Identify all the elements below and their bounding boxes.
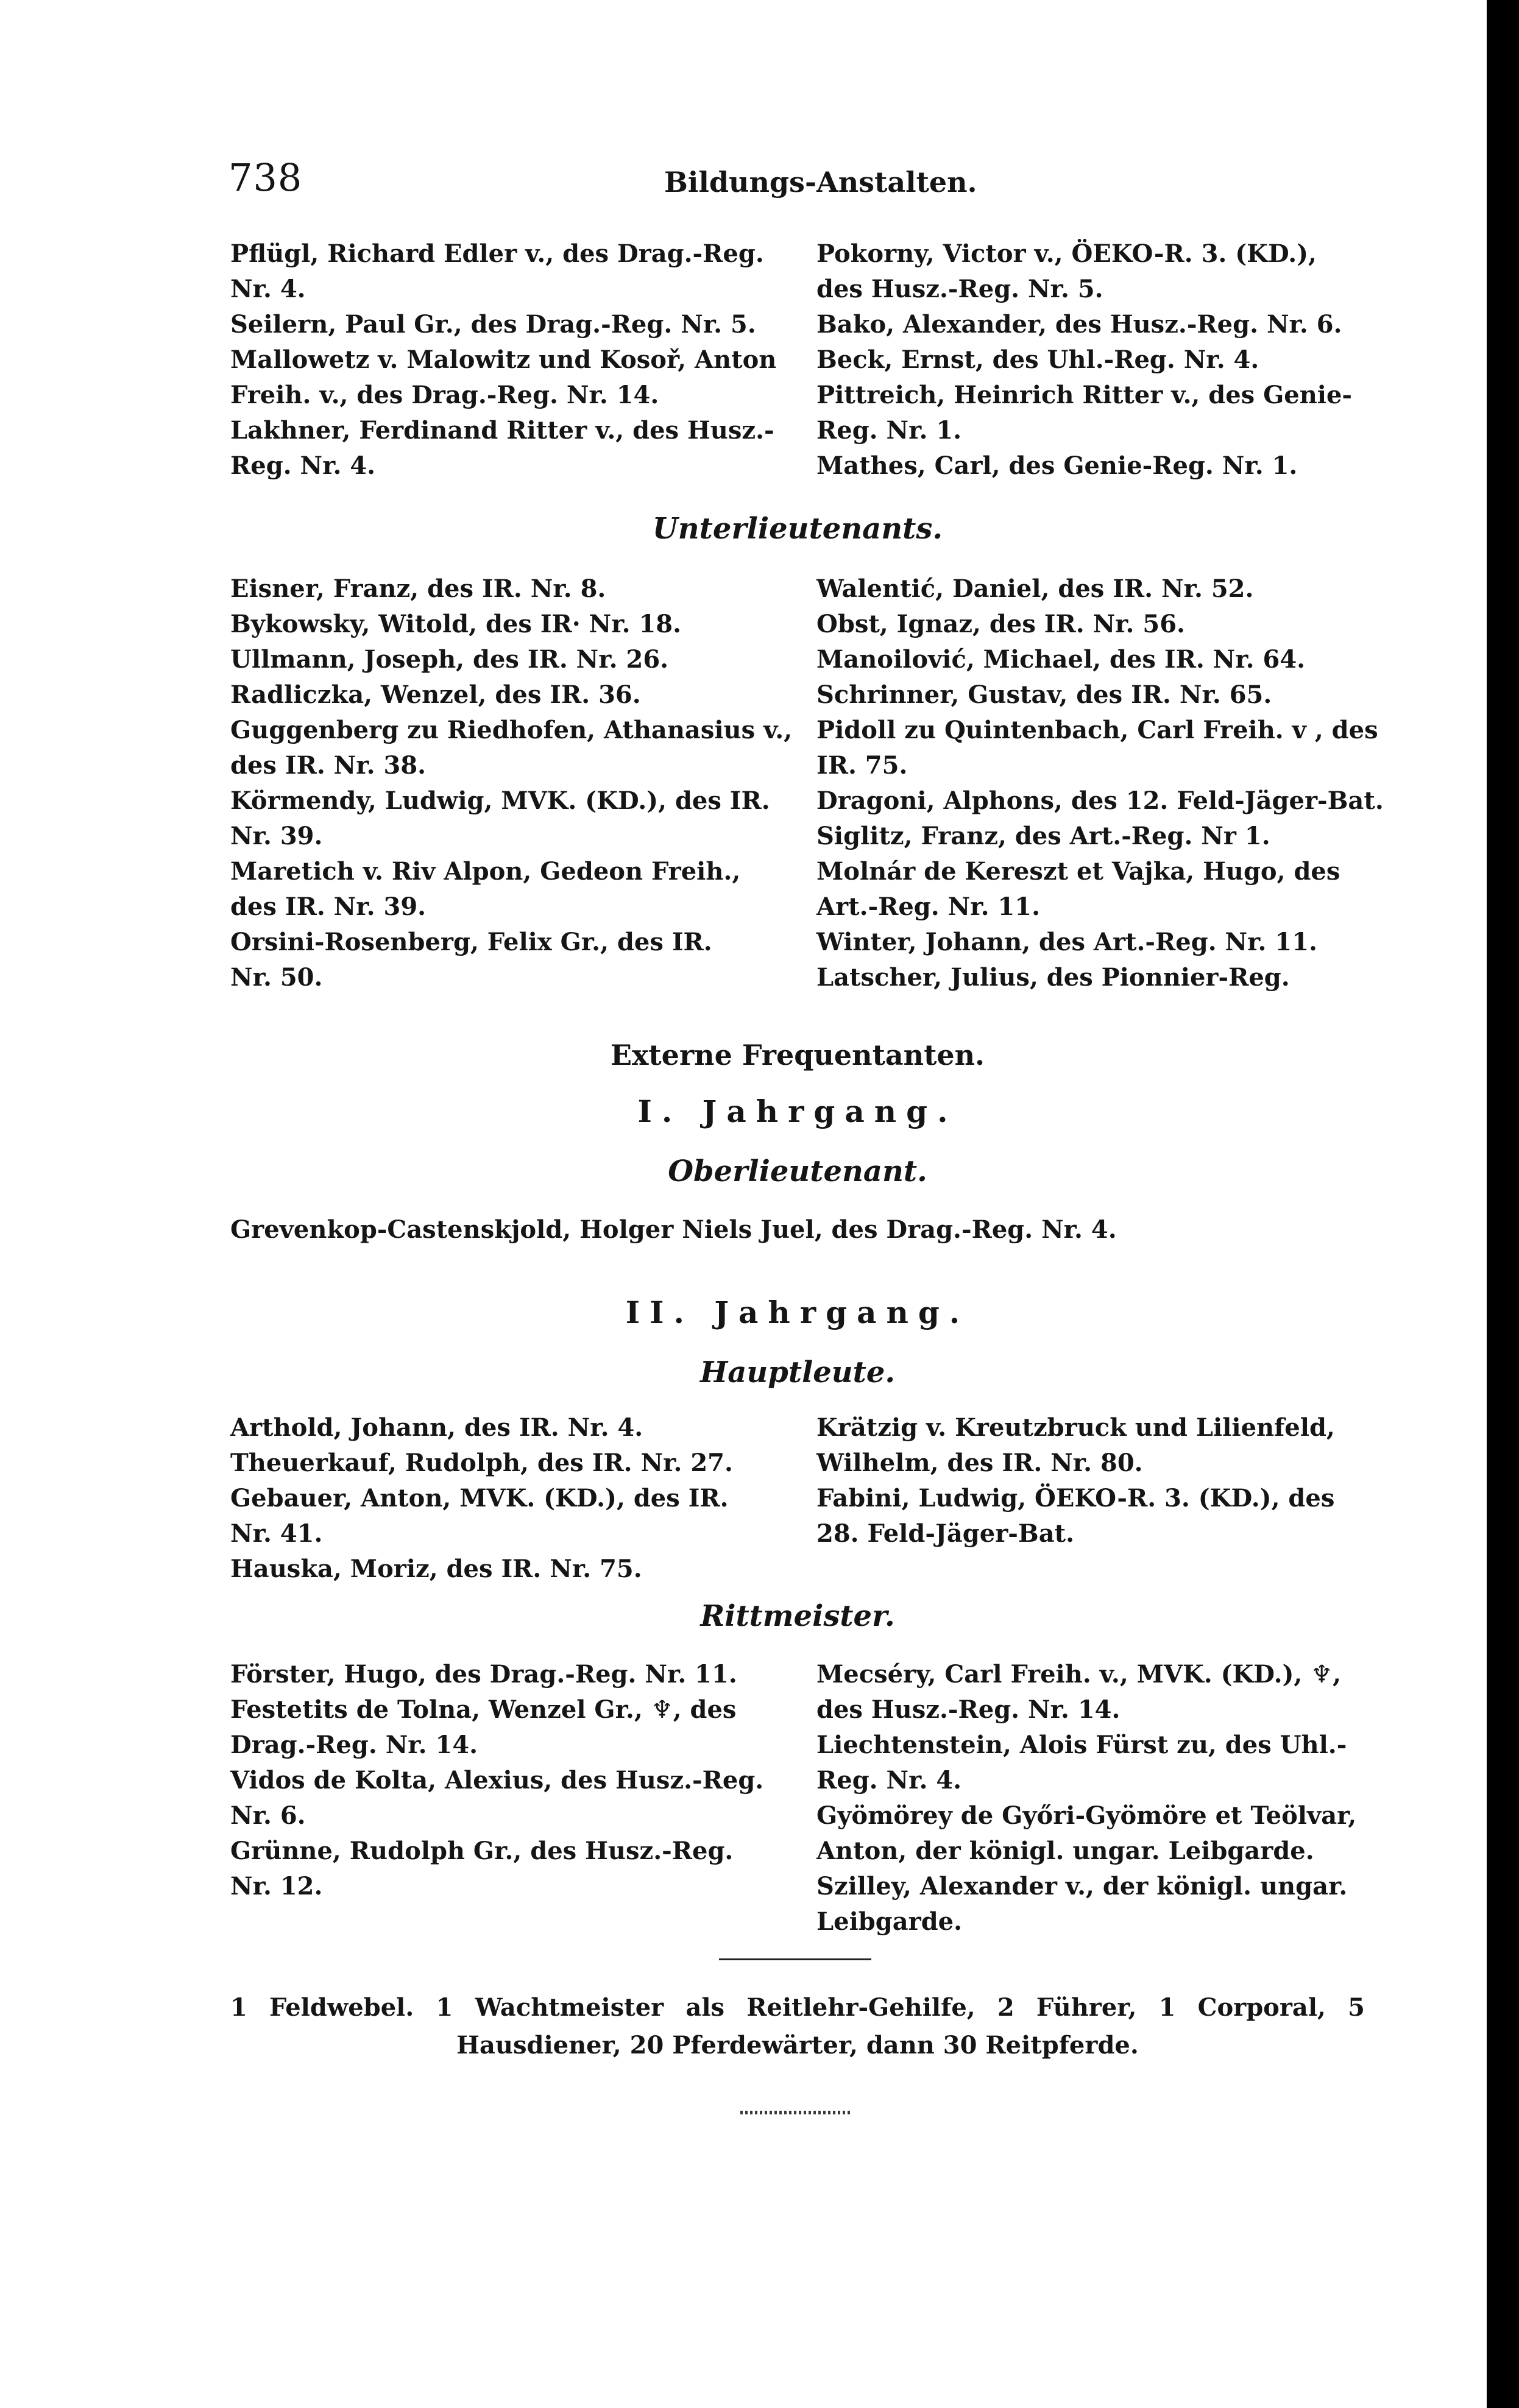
roster-entry-line: Hauska, Moriz, des IR. Nr. 75. xyxy=(230,1555,642,1583)
roster-entry xyxy=(816,448,1392,484)
roster-entry xyxy=(816,1481,1392,1552)
roster-entry-line: Freih. v., des Drag.-Reg. Nr. 14. xyxy=(230,381,659,409)
roster-entry-line: Obst, Ignaz, des IR. Nr. 56. xyxy=(816,610,1185,638)
roster-entry-line: Körmendy, Ludwig, MVK. (KD.), des IR. xyxy=(230,786,770,815)
unterlieutenants-left-column xyxy=(230,571,806,995)
roster-entry-line: Beck, Ernst, des Uhl.-Reg. Nr. 4. xyxy=(816,345,1259,374)
roster-entry-line: Maretich v. Riv Alpon, Gedeon Freih., xyxy=(230,857,741,886)
hauptleute-left-column xyxy=(230,1410,806,1587)
roster-entry-line: Pidoll zu Quintenbach, Carl Freih. v , des xyxy=(816,716,1378,744)
section-rule xyxy=(719,1958,871,1960)
rittmeister-right-column xyxy=(816,1657,1392,1940)
roster-entry xyxy=(230,1657,806,1692)
roster-entry-line: des IR. Nr. 38. xyxy=(230,751,427,780)
top-right-column xyxy=(816,236,1392,484)
footer-note: 1 Feldwebel. 1 Wachtmeister als Reitlehr-Gehilfe, 2 Führer, 1 Corporal, 5 Hausdiener, 20 Pferdewärter, dann 30 Reitpferde. xyxy=(230,1993,1365,2060)
roster-entry-line: Walentić, Daniel, des IR. Nr. 52. xyxy=(816,574,1254,603)
roster-entry-line: Mecséry, Carl Freih. v., MVK. (KD.), ♆, xyxy=(816,1660,1342,1689)
roster-entry xyxy=(230,307,806,342)
roster-entry-line: Leibgarde. xyxy=(816,1907,963,1936)
roster-entry-line: Festetits de Tolna, Wenzel Gr., ♆, des xyxy=(230,1695,737,1724)
roster-entry-line: Molnár de Kereszt et Vajka, Hugo, des xyxy=(816,857,1340,886)
roster-entry xyxy=(230,236,806,307)
roster-entry xyxy=(816,642,1392,677)
roster-entry-line: Fabini, Ludwig, ÖEKO-R. 3. (KD.), des xyxy=(816,1484,1335,1513)
roster-entry xyxy=(816,607,1392,642)
roster-entry-line: Arthold, Johann, des IR. Nr. 4. xyxy=(230,1413,643,1442)
roster-entry xyxy=(816,236,1392,307)
roster-entry-line: Reg. Nr. 4. xyxy=(230,451,376,480)
roster-entry xyxy=(816,960,1392,995)
roster-entry-line: Drag.-Reg. Nr. 14. xyxy=(230,1731,478,1759)
roster-entry-line: Seilern, Paul Gr., des Drag.-Reg. Nr. 5. xyxy=(230,310,756,339)
roster-entry xyxy=(816,378,1392,448)
roster-entry-line: Pflügl, Richard Edler v., des Drag.-Reg. xyxy=(230,239,764,268)
roster-entry xyxy=(816,677,1392,713)
roster-entry xyxy=(230,713,806,783)
roster-entry xyxy=(230,1481,806,1552)
roster-entry-line: Orsini-Rosenberg, Felix Gr., des IR. xyxy=(230,928,712,956)
roster-entry-line: Reg. Nr. 4. xyxy=(816,1766,962,1795)
roster-entry xyxy=(816,1410,1392,1481)
roster-entry xyxy=(816,1657,1392,1728)
roster-entry xyxy=(230,342,806,413)
roster-entry-line: Pokorny, Victor v., ÖEKO-R. 3. (KD.), xyxy=(816,239,1317,268)
roster-entry xyxy=(816,925,1392,960)
roster-entry-line: Nr. 39. xyxy=(230,822,323,850)
roster-entry xyxy=(816,854,1392,925)
roster-entry xyxy=(230,571,806,607)
roster-entry-line: Nr. 50. xyxy=(230,963,323,992)
roster-entry xyxy=(230,642,806,677)
roster-entry-line: Guggenberg zu Riedhofen, Athanasius v., xyxy=(230,716,793,744)
page-number: 738 xyxy=(228,155,303,200)
roster-entry xyxy=(230,1692,806,1763)
hauptleute-right-column xyxy=(816,1410,1392,1552)
roster-entry xyxy=(230,854,806,925)
top-left-column xyxy=(230,236,806,484)
roster-entry-line: 28. Feld-Jäger-Bat. xyxy=(816,1519,1075,1548)
roster-entry-line: Bykowsky, Witold, des IR· Nr. 18. xyxy=(230,610,682,638)
oberlieutenant-entry: Grevenkop-Castenskjold, Holger Niels Juel, des Drag.-Reg. Nr. 4. xyxy=(230,1215,1117,1244)
roster-entry xyxy=(816,1869,1392,1940)
roster-entry-line: Latscher, Julius, des Pionnier-Reg. xyxy=(816,963,1290,992)
roster-entry-line: Vidos de Kolta, Alexius, des Husz.-Reg. xyxy=(230,1766,764,1795)
roster-entry-line: Radliczka, Wenzel, des IR. 36. xyxy=(230,680,641,709)
roster-entry-line: Lakhner, Ferdinand Ritter v., des Husz.- xyxy=(230,416,774,445)
roster-entry xyxy=(816,1798,1392,1869)
running-title: Bildungs-Anstalten. xyxy=(664,166,977,199)
roster-entry-line: des Husz.-Reg. Nr. 14. xyxy=(816,1695,1121,1724)
roster-entry xyxy=(230,607,806,642)
externe-heading: Externe Frequentanten. xyxy=(610,1039,985,1072)
roster-entry xyxy=(816,307,1392,342)
roster-entry xyxy=(816,783,1392,819)
roster-entry xyxy=(230,1552,806,1587)
roster-entry xyxy=(230,783,806,854)
roster-entry-line: Mallowetz v. Malowitz und Kosoř, Anton xyxy=(230,345,777,374)
roster-entry xyxy=(816,713,1392,783)
roster-entry-line: Mathes, Carl, des Genie-Reg. Nr. 1. xyxy=(816,451,1298,480)
roster-entry xyxy=(230,925,806,995)
rittmeister-left-column xyxy=(230,1657,806,1904)
roster-entry xyxy=(230,413,806,484)
roster-entry-line: Anton, der königl. ungar. Leibgarde. xyxy=(816,1837,1314,1865)
roster-entry-line: Krätzig v. Kreutzbruck und Lilienfeld, xyxy=(816,1413,1335,1442)
jahrgang-1-heading: I. Jahrgang. xyxy=(637,1093,958,1129)
roster-entry-line: Szilley, Alexander v., der königl. ungar. xyxy=(816,1872,1348,1901)
roster-entry-line: Gebauer, Anton, MVK. (KD.), des IR. xyxy=(230,1484,729,1513)
roster-entry xyxy=(230,1763,806,1834)
roster-entry xyxy=(816,342,1392,378)
roster-entry-line: Art.-Reg. Nr. 11. xyxy=(816,892,1041,921)
roster-entry xyxy=(230,1834,806,1904)
roster-entry-line: Ullmann, Joseph, des IR. Nr. 26. xyxy=(230,645,669,674)
hauptleute-heading: Hauptleute. xyxy=(699,1355,896,1389)
roster-entry-line: des Husz.-Reg. Nr. 5. xyxy=(816,275,1103,303)
roster-entry xyxy=(816,819,1392,854)
roster-entry-line: des IR. Nr. 39. xyxy=(230,892,427,921)
roster-entry-line: Manoilović, Michael, des IR. Nr. 64. xyxy=(816,645,1306,674)
roster-entry-line: IR. 75. xyxy=(816,751,908,780)
roster-entry-line: Siglitz, Franz, des Art.-Reg. Nr 1. xyxy=(816,822,1270,850)
unterlieutenants-right-column xyxy=(816,571,1392,995)
unterlieutenants-heading: Unterlieutenants. xyxy=(652,512,943,546)
roster-entry-line: Pittreich, Heinrich Ritter v., des Genie- xyxy=(816,381,1353,409)
roster-entry-line: Nr. 6. xyxy=(230,1801,306,1830)
closing-ornament xyxy=(740,2111,850,2114)
roster-entry xyxy=(816,571,1392,607)
roster-entry-line: Reg. Nr. 1. xyxy=(816,416,962,445)
roster-entry xyxy=(230,677,806,713)
roster-entry xyxy=(816,1728,1392,1798)
roster-entry-line: Theuerkauf, Rudolph, des IR. Nr. 27. xyxy=(230,1449,733,1477)
roster-entry-line: Nr. 12. xyxy=(230,1872,323,1901)
roster-entry xyxy=(230,1410,806,1446)
roster-entry-line: Gyömörey de Győri-Gyömöre et Teölvar, xyxy=(816,1801,1357,1830)
roster-entry xyxy=(230,1446,806,1481)
roster-entry-line: Nr. 41. xyxy=(230,1519,323,1548)
oberlieutenant-heading: Oberlieutenant. xyxy=(668,1154,927,1188)
roster-entry-line: Förster, Hugo, des Drag.-Reg. Nr. 11. xyxy=(230,1660,737,1689)
roster-entry-line: Wilhelm, des IR. Nr. 80. xyxy=(816,1449,1143,1477)
roster-entry-line: Schrinner, Gustav, des IR. Nr. 65. xyxy=(816,680,1272,709)
rittmeister-heading: Rittmeister. xyxy=(700,1599,895,1633)
roster-entry-line: Dragoni, Alphons, des 12. Feld-Jäger-Bat. xyxy=(816,786,1384,815)
roster-entry-line: Grünne, Rudolph Gr., des Husz.-Reg. xyxy=(230,1837,734,1865)
jahrgang-2-heading: II. Jahrgang. xyxy=(625,1294,970,1330)
roster-entry-line: Liechtenstein, Alois Fürst zu, des Uhl.- xyxy=(816,1731,1347,1759)
roster-entry-line: Bako, Alexander, des Husz.-Reg. Nr. 6. xyxy=(816,310,1342,339)
roster-entry-line: Eisner, Franz, des IR. Nr. 8. xyxy=(230,574,606,603)
roster-entry-line: Nr. 4. xyxy=(230,275,306,303)
roster-entry-line: Winter, Johann, des Art.-Reg. Nr. 11. xyxy=(816,928,1317,956)
